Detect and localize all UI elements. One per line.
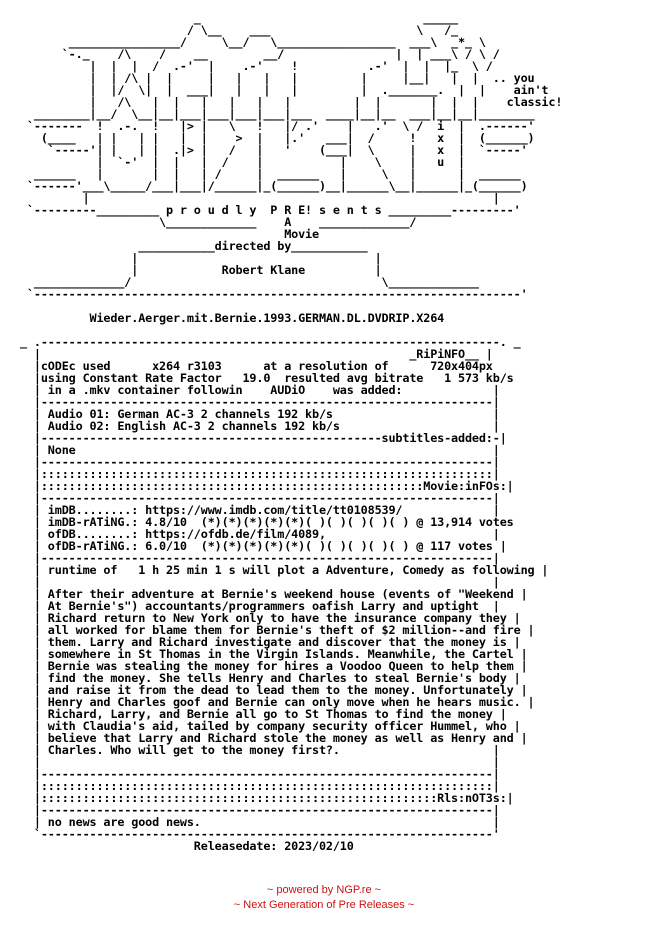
- footer: [0, 883, 648, 913]
- footer-tagline: ~ Next Generation of Pre Releases ~: [233, 899, 415, 911]
- powered-by-text: ~ powered by NGP.re ~: [266, 884, 382, 896]
- nfo-text-block: _ _____ / \__ ___ \ /_ ________________/ \__/ \_________________ ___\ _*_ \ `-._ /\ / __ __/ | | ___\ / \ / | | | / .-' | .-' ! .-' | | |_ \ / | | /\ | | | | | | | |__| | | .. you | |/ \| | ___| | | | | ._______. | | ain't | /\ | | | | | | | | | | | classic! ________|__/ \__|__|___|___|___|___|___ ____|__|__ ___|__|__|________ `------- ! .-. ! |> | \ ! |/ .' | .' \ / i | .------' (____ | | | | | | > | |.' ___| / ! x | (______) `-----'| | | | .|> | / | ' (___| \ | x | `-----' | `-' | | | / | | \ | u | ______ | | | | / | ______ | \ | | ______ `------'___\_____/___|___|/______|_(______)__|______\__|______|_(______) | | `---------_________ p r o u d l y P R E! s e n t s _________---------' \_____________ A _____________/ Movie ___________directed by___________ | | | Robert Klane | _____________/ \_____________ `----------------------------------------------------------------------' Wieder.Aerger.mit.Bernie.1993.GERMAN.DL.DVDRIP.X264 _ .------------------------------------------------------------------. _ | _RiPiNFO__ | |cODEc used x264 r3103 at a resolution of 720x404px |using Constant Rate Factor 19.0 resulted avg bitrate 1 573 kb/s | in a .mkv container followin AUDiO was added: | |-----------------------------------------------------------------| | Audio 01: German AC-3 2 channels 192 kb/s | | Audio 02: English AC-3 2 channels 192 kb/s | |-------------------------------------------------subtitles-added:-| | None | |-----------------------------------------------------------------| |:::::::::::::::::::::::::::::::::::::::::::::::::::::::::::::::::| |:::::::::::::::::::::::::::::::::::::::::::::::::::::::Movie:inFOs:| |-----------------------------------------------------------------| | imDB........: https://www.imdb.com/title/tt0108539/ | | imDB-rATiNG.: 4.8/10 (*)(*)(*)(*)(*)( )( )( )( )( ) @ 13,914 votes | ofDB........: https://ofdb.de/film/4089, | | ofDB-rATiNG.: 6.0/10 (*)(*)(*)(*)(*)( )( )( )( )( ) @ 117 votes | |-----------------------------------------------------------------| | runtime of 1 h 25 min 1 s will plot a Adventure, Comedy as following | | | | After their adventure at Bernie's weekend house (events of "Weekend | | At Bernie's") accountants/programmers oafish Larry and uptight | | Richard return to New York only to have the insurance company they | | all worked for blame them for Bernie's theft of $2 million--and fire | | them. Larry and Richard investigate and discover that the money is | | somewhere in St Thomas in the Virgin Islands. Meanwhile, the Cartel | | Bernie was stealing the money for hires a Voodoo Queen to help them | | find the money. She tells Henry and Charles to steal Bernie's body | | and raise it from the dead to lead them to the money. Unfortunately | | Henry and Charles goof and Bernie can only move when he hears music. | | Richard, Larry, and Bernie all go to St Thomas to find the money | | with Claudia's aid, tailed by company security officer Hummel, who | | believe that Larry and Richard stole the money as well as Henry and | | Charles. Who will get to the money first?. | | | |-----------------------------------------------------------------| |:::::::::::::::::::::::::::::::::::::::::::::::::::::::::::::::::| |:::::::::::::::::::::::::::::::::::::::::::::::::::::::::Rls:nOT3s:| |-----------------------------------------------------------------| | no news are good news. | `-----------------------------------------------------------------' Releasedate: 2023/02/10: [20, 11, 563, 853]
